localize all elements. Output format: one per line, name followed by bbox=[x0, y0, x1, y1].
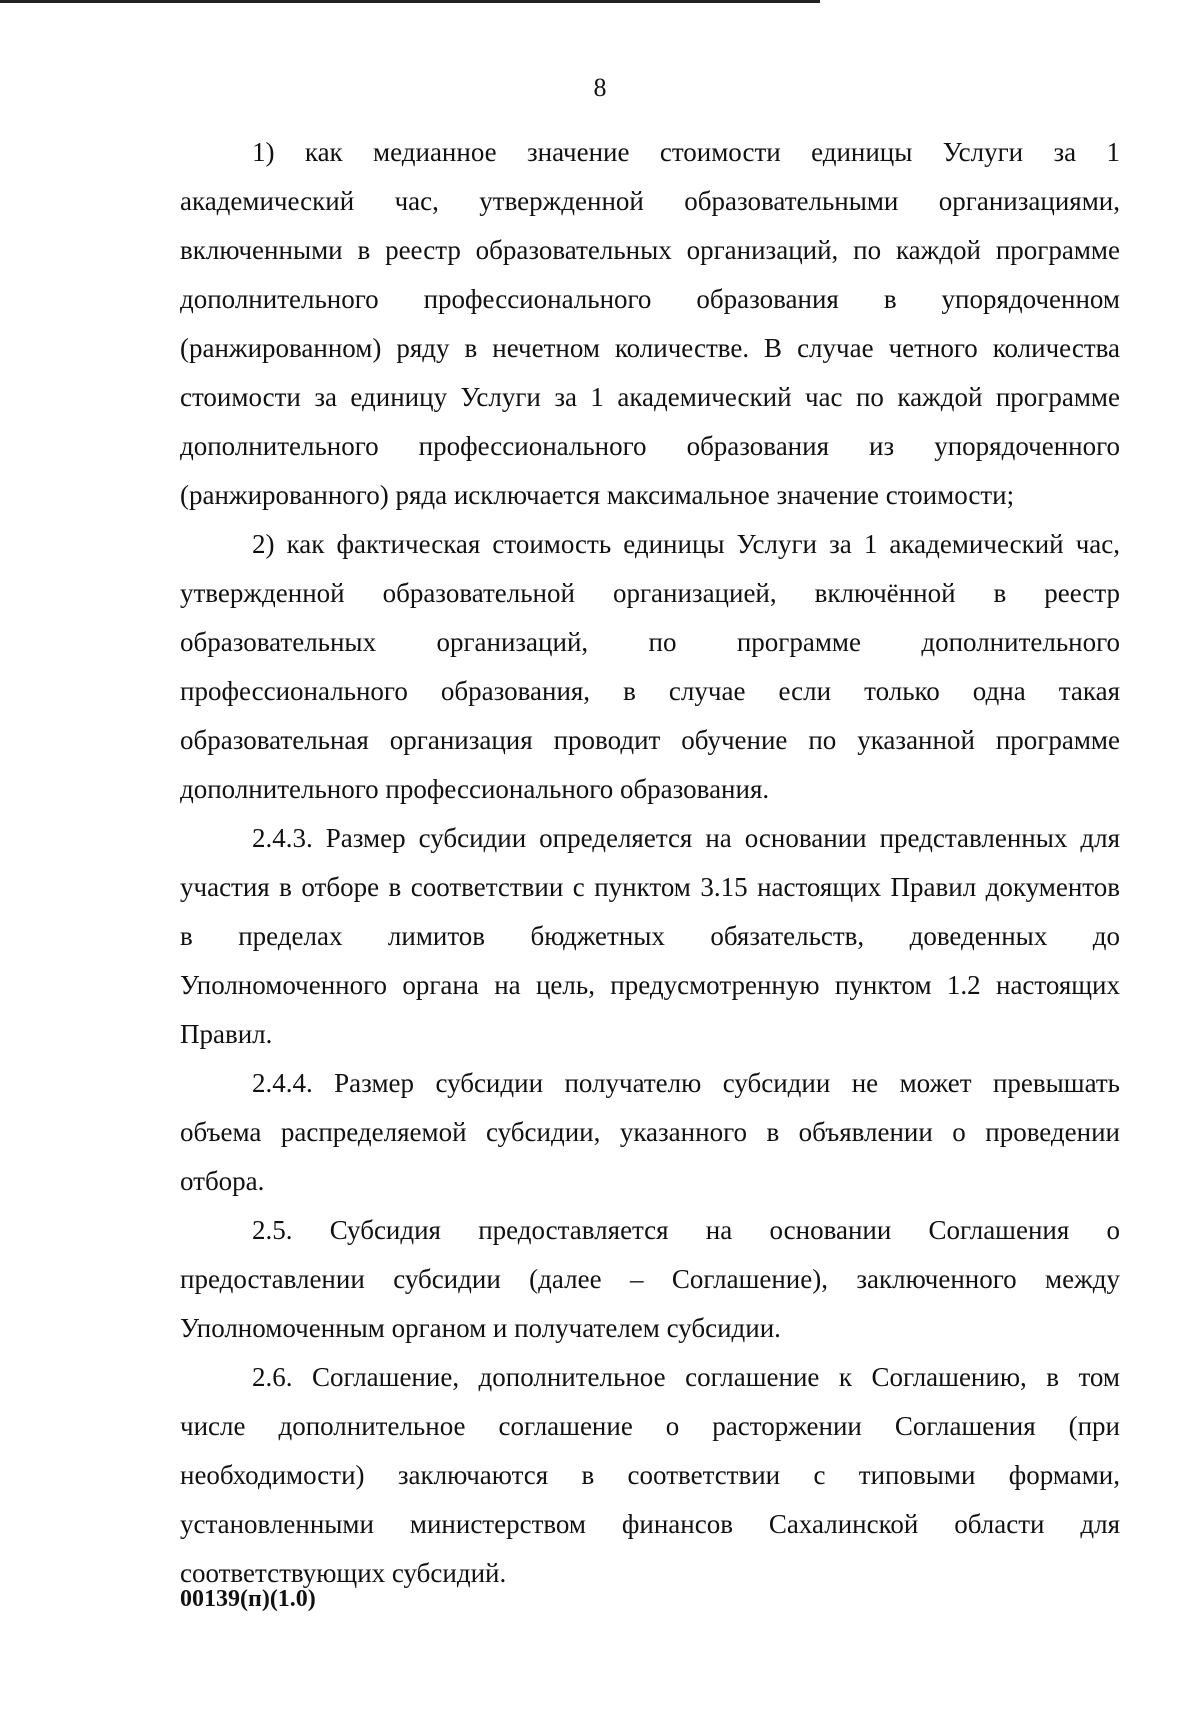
text-line: Уполномоченным органом и получателем субсидии. bbox=[180, 1313, 781, 1343]
top-border-line bbox=[0, 0, 820, 3]
paragraph-2-4-3 bbox=[180, 814, 1120, 1059]
paragraph-2-6 bbox=[180, 1353, 1120, 1598]
text-line: дополнительного профессионального образования в упорядоченном bbox=[180, 284, 1120, 314]
text-line: (ранжированном) ряду в нечетном количестве. В случае четного количества bbox=[180, 333, 1120, 363]
text-line: 2) как фактическая стоимость единицы Услуги за 1 академический час, bbox=[252, 529, 1120, 559]
text-line: (ранжированного) ряда исключается максимальное значение стоимости; bbox=[180, 480, 1015, 510]
document-code: 00139(п)(1.0) bbox=[180, 1586, 316, 1612]
page-number: 8 bbox=[593, 73, 607, 102]
text-line: 1) как медианное значение стоимости единицы Услуги за 1 bbox=[252, 137, 1120, 167]
text-line: 2.6. Соглашение, дополнительное соглашение к Соглашению, в том bbox=[252, 1362, 1120, 1392]
text-line: Правил. bbox=[180, 1019, 273, 1049]
text-line: 2.5. Субсидия предоставляется на основании Соглашения о bbox=[252, 1215, 1120, 1245]
text-line: утвержденной образовательной организацией, включённой в реестр bbox=[180, 578, 1120, 608]
text-line: числе дополнительное соглашение о расторжении Соглашения (при bbox=[180, 1411, 1120, 1441]
text-line: объема распределяемой субсидии, указанного в объявлении о проведении bbox=[180, 1117, 1120, 1147]
text-line: соответствующих субсидий. bbox=[180, 1558, 507, 1588]
text-line: предоставлении субсидии (далее – Соглашение), заключенного между bbox=[180, 1264, 1120, 1294]
text-line: Уполномоченного органа на цель, предусмотренную пунктом 1.2 настоящих bbox=[180, 970, 1120, 1000]
text-line: необходимости) заключаются в соответствии с типовыми формами, bbox=[180, 1460, 1120, 1490]
text-line: отбора. bbox=[180, 1166, 265, 1196]
text-line: стоимости за единицу Услуги за 1 академический час по каждой программе bbox=[180, 382, 1120, 412]
text-line: установленными министерством финансов Сахалинской области для bbox=[180, 1509, 1120, 1539]
document-body bbox=[180, 128, 1120, 1598]
text-line: профессионального образования, в случае если только одна такая bbox=[180, 676, 1120, 706]
text-line: академический час, утвержденной образовательными организациями, bbox=[180, 186, 1120, 216]
text-line: образовательных организаций, по программе дополнительного bbox=[180, 627, 1120, 657]
text-line: 2.4.3. Размер субсидии определяется на основании представленных для bbox=[252, 823, 1120, 853]
paragraph-2-4-4 bbox=[180, 1059, 1120, 1206]
text-line: образовательная организация проводит обучение по указанной программе bbox=[180, 725, 1120, 755]
text-line: 2.4.4. Размер субсидии получателю субсидии не может превышать bbox=[252, 1068, 1120, 1098]
paragraph-2-5 bbox=[180, 1206, 1120, 1353]
text-line: дополнительного профессионального образования из упорядоченного bbox=[180, 431, 1120, 461]
text-line: включенными в реестр образовательных организаций, по каждой программе bbox=[180, 235, 1120, 265]
paragraph-2 bbox=[180, 520, 1120, 814]
text-line: в пределах лимитов бюджетных обязательств, доведенных до bbox=[180, 921, 1120, 951]
text-line: участия в отборе в соответствии с пунктом 3.15 настоящих Правил документов bbox=[180, 872, 1120, 902]
paragraph-1 bbox=[180, 128, 1120, 520]
text-line: дополнительного профессионального образования. bbox=[180, 774, 770, 804]
